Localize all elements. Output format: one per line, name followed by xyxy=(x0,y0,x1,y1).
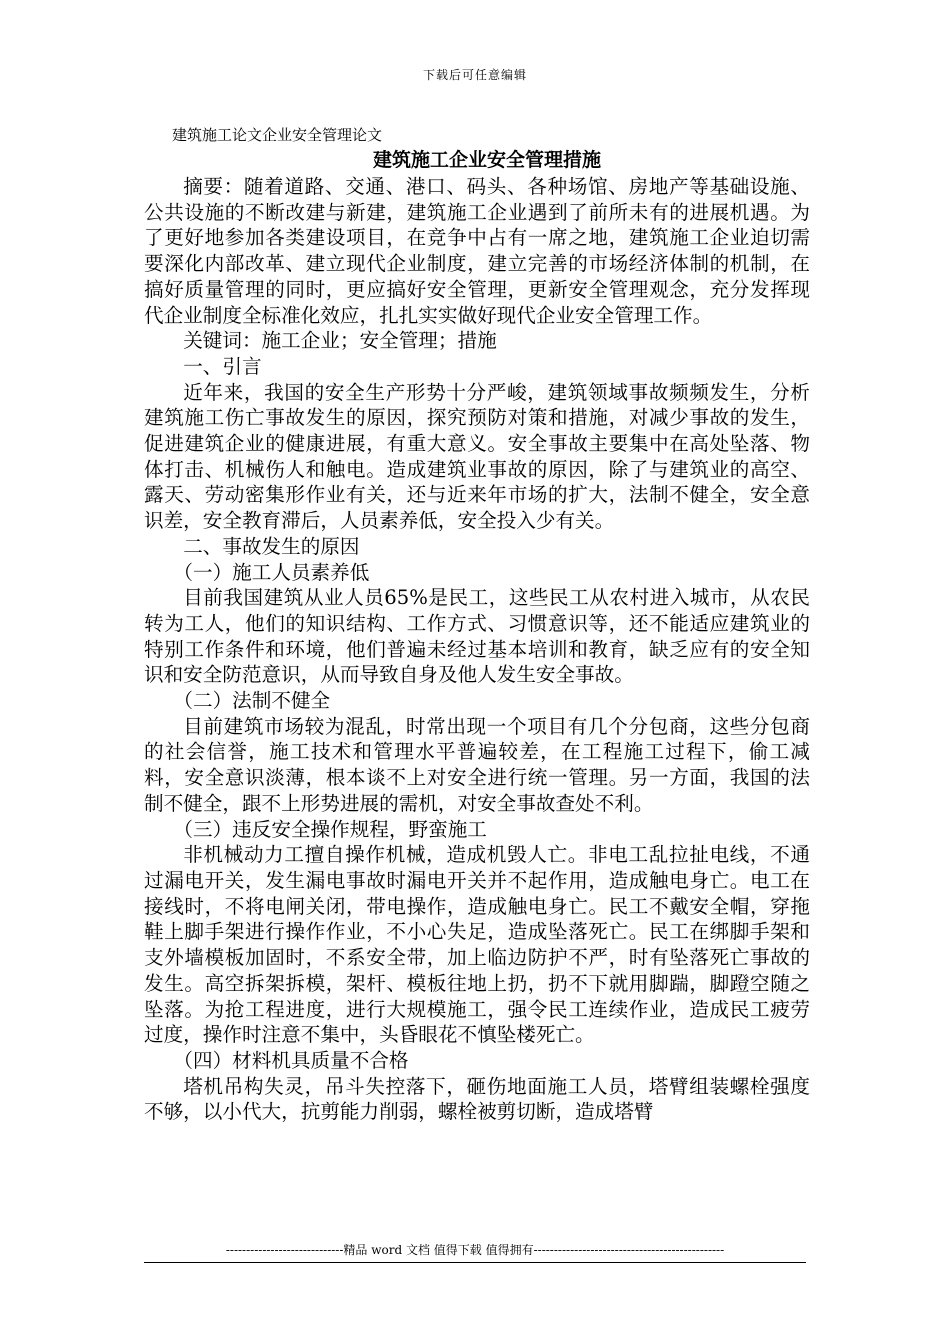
keywords-line: 关键词：施工企业；安全管理；措施 xyxy=(183,329,497,353)
section-paragraph-intro: 近年来，我国的安全生产形势十分严峻，建筑领域事故频频发生，分析建筑施工伤亡事故发生的原因，探究预防对策和措施，对减少事故的发生，促进建筑企业的健康进展，有重大意义。安全事故主要集中在高处坠落、物体打击、机械伤人和触电。造成建筑业事故的原因，除了与建筑业的高空、露天、劳动密集形作业有关，还与近来年市场的扩大，法制不健全，安全意识差，安全教育滞后，人员素养低，安全投入少有关。 xyxy=(144,380,810,533)
subsection-paragraph-4: 塔机吊构失灵，吊斗失控落下，砸伤地面施工人员，塔臂组装螺栓强度不够，以小代大，抗剪能力削弱，螺栓被剪切断，造成塔臂 xyxy=(144,1074,810,1124)
subsection-heading-4: （四）材料机具质量不合格 xyxy=(173,1048,409,1072)
subsection-heading-3: （三）违反安全操作规程，野蛮施工 xyxy=(173,817,487,841)
section-heading-intro: 一、引言 xyxy=(183,354,262,378)
document-body xyxy=(144,124,810,1125)
footer-rule xyxy=(144,1262,806,1263)
abstract-paragraph: 摘要：随着道路、交通、港口、码头、各种场馆、房地产等基础设施、公共设施的不断改建与新建，建筑施工企业遇到了前所未有的进展机遇。为了更好地参加各类建设项目，在竞争中占有一席之地，建筑施工企业迫切需要深化内部改革、建立现代企业制度，建立完善的市场经济体制的机制，在搞好质量管理的同时，更应搞好安全管理，更新安全管理观念，充分发挥现代企业制度全标准化效应，扎扎实实做好现代企业安全管理工作。 xyxy=(144,175,810,327)
page-footer xyxy=(144,1242,806,1263)
subsection-paragraph-1: 目前我国建筑从业人员65%是民工，这些民工从农村进入城市，从农民转为工人，他们的知识结构、工作方式、习惯意识等，还不能适应建筑业的特别工作条件和环境，他们普遍未经过基本培训和教育，缺乏应有的安全知识和安全防范意识，从而导致自身及他人发生安全事故。 xyxy=(144,586,810,687)
subsection-heading-2: （二）法制不健全 xyxy=(173,689,331,713)
subsection-heading-1: （一）施工人员素养低 xyxy=(173,560,370,584)
section-heading-causes: 二、事故发生的原因 xyxy=(183,534,360,558)
subsection-paragraph-2: 目前建筑市场较为混乱，时常出现一个项目有几个分包商，这些分包商的社会信誉，施工技术和管理水平普遍较差，在工程施工过程下，偷工减料，安全意识淡薄，根本谈不上对安全进行统一管理。另一方面，我国的法制不健全，跟不上形势进展的需机，对安全事故查处不利。 xyxy=(144,714,810,815)
header-note: 下载后可任意编辑 xyxy=(422,68,527,82)
category-line: 建筑施工论文企业安全管理论文 xyxy=(172,126,383,144)
footer-text: -----------------------------精品 word 文档 值得下载 值得拥有----------------------------------------------- xyxy=(225,1243,725,1257)
subsection-paragraph-3: 非机械动力工擅自操作机械，造成机毁人亡。非电工乱拉扯电线，不通过漏电开关，发生漏电事故时漏电开关并不起作用，造成触电身亡。电工在接线时，不将电闸关闭，带电操作，造成触电身亡。民工不戴安全帽，穿拖鞋上脚手架进行操作作业，不小心失足，造成坠落死亡。民工在绑脚手架和支外墙模板加固时，不系安全带，加上临边防护不严，时有坠落死亡事故的发生。高空拆架拆模，架杆、模板往地上扔，扔不下就用脚踹，脚蹬空随之坠落。为抢工程进度，进行大规模施工，强令民工连续作业，造成民工疲劳过度，操作时注意不集中，头昏眼花不慎坠楼死亡。 xyxy=(144,843,810,1047)
document-title: 建筑施工企业安全管理措施 xyxy=(372,149,601,171)
